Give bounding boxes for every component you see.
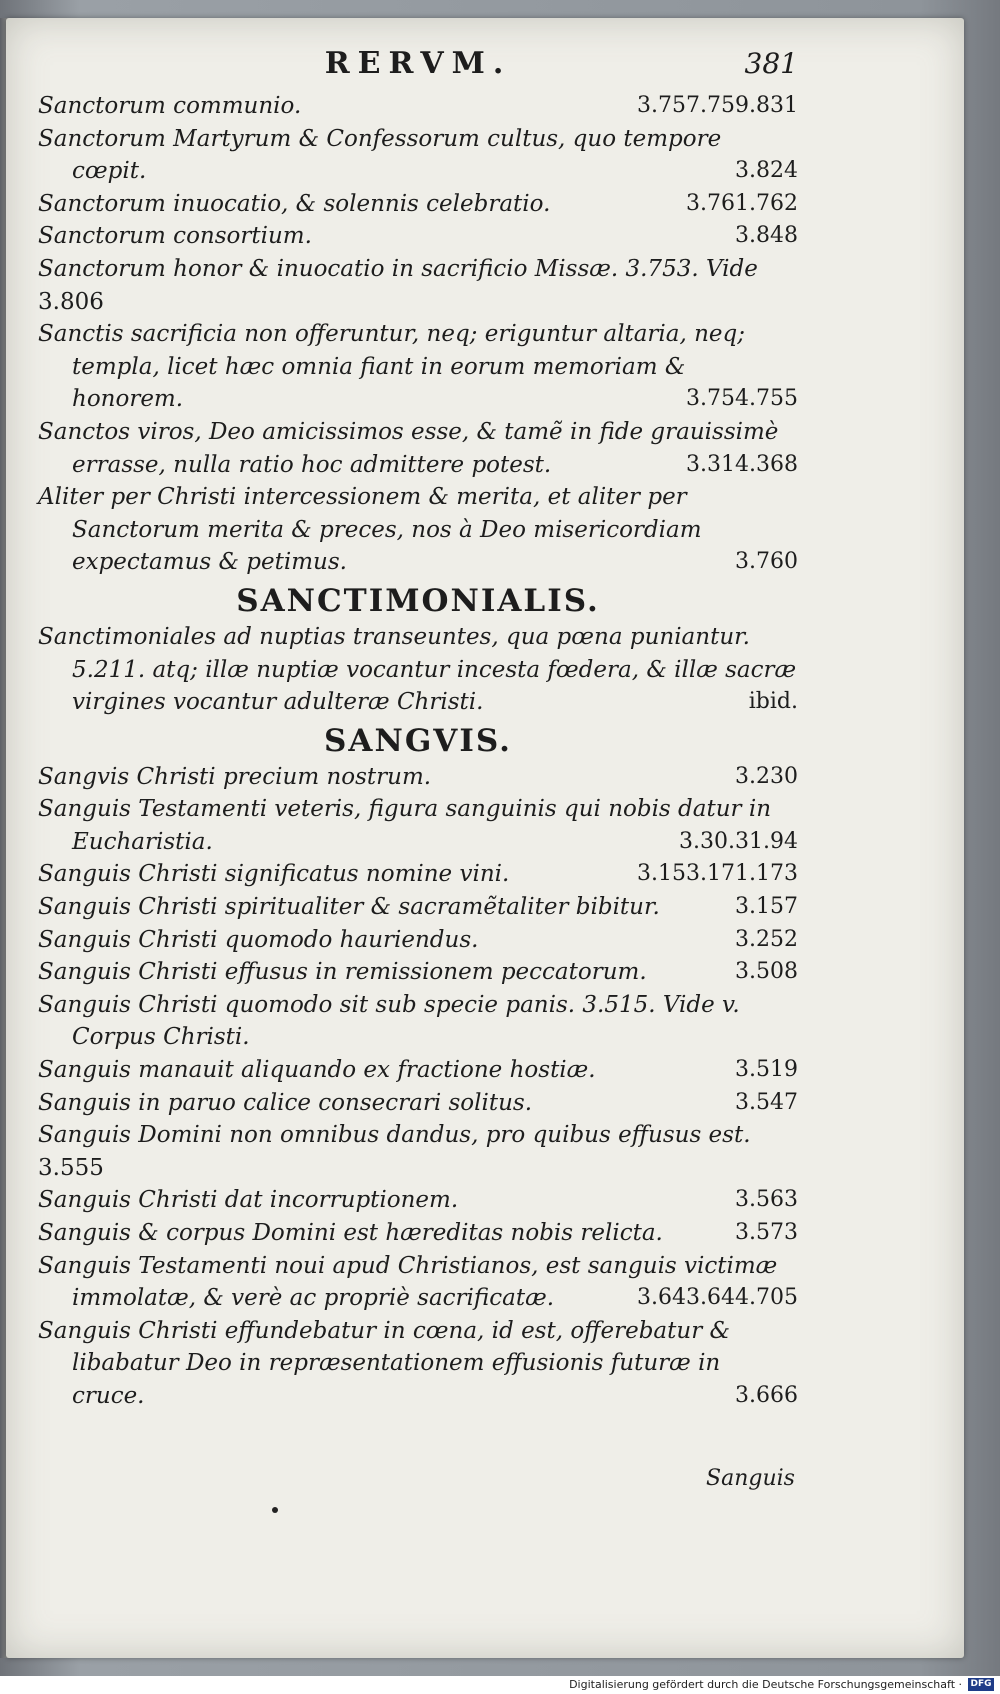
entry-text: Sanctorum consortium. bbox=[38, 223, 312, 250]
entry-text: Sanguis Christi dat incorruptionem. bbox=[38, 1187, 459, 1214]
index-entry bbox=[38, 793, 798, 858]
index-entry bbox=[38, 416, 798, 481]
entry-text: Sanguis Christi effundebatur in cœna, id est, offerebatur & libabatur Deo in repræsentationem effusionis futuræ in cruce. bbox=[38, 1317, 730, 1409]
entry-reference: 3.754.755 bbox=[686, 386, 798, 412]
index-entry bbox=[38, 858, 798, 891]
entry-reference: 3.643.644.705 bbox=[637, 1285, 798, 1311]
entry-reference: ibid. bbox=[748, 689, 798, 715]
entry-reference: 3.848 bbox=[735, 223, 798, 249]
index-entry bbox=[38, 1054, 798, 1087]
entry-reference: 3.230 bbox=[735, 763, 798, 789]
entry-text: Sanguis manauit aliquando ex fractione hostiæ. bbox=[38, 1057, 596, 1084]
entry-text: Sanctimoniales ad nuptias transeuntes, qua pœna puniantur. 5.211. atq; illæ nuptiæ vocantur incesta fœdera, & illæ sacræ virgines vocantur adulteræ Christi. bbox=[38, 623, 797, 716]
running-head: RERVM. bbox=[324, 46, 512, 81]
entry-text: Sanguis Christi significatus nomine vini. bbox=[38, 861, 510, 888]
index-entry bbox=[38, 621, 798, 719]
index-entry bbox=[38, 956, 798, 989]
section-heading: SANCTIMONIALIS. bbox=[236, 582, 600, 619]
entry-reference: 3.153.171.173 bbox=[637, 861, 798, 887]
entry-text: Sanctos viros, Deo amicissimos esse, & tamẽ in fide grauissimè errasse, nulla ratio hoc admittere potest. bbox=[38, 418, 779, 478]
entry-text: Sangvis Christi precium nostrum. bbox=[38, 763, 432, 790]
entry-reference: 3.252 bbox=[735, 926, 798, 952]
entry-reference: 3.573 bbox=[735, 1220, 798, 1245]
entry-reference: 3.157 bbox=[735, 894, 798, 920]
entry-text: Sanctorum honor & inuocatio in sacrificio Missæ. 3.753. Vide bbox=[38, 255, 758, 282]
entry-text: Sanguis & corpus Domini est hæreditas nobis relicta. bbox=[38, 1220, 663, 1246]
entry-reference: 3.555 bbox=[38, 1154, 104, 1181]
index-entry bbox=[38, 891, 798, 924]
footer-credit: Digitalisierung gefördert durch die Deutsche Forschungsgemeinschaft · bbox=[569, 1678, 962, 1691]
entry-text: Sanguis Testamenti noui apud Christianos, est sanguis victimæ immolatæ, & verè ac propriè sacrificatæ. bbox=[38, 1252, 778, 1312]
index-entry bbox=[38, 481, 798, 579]
index-entry bbox=[38, 1217, 798, 1250]
index-entry bbox=[38, 1119, 798, 1184]
printer-mark bbox=[272, 1507, 278, 1513]
index-section bbox=[38, 90, 798, 579]
page-header bbox=[38, 48, 798, 88]
entry-reference: 3.547 bbox=[735, 1089, 798, 1115]
index-entry bbox=[38, 1087, 798, 1120]
index-entry bbox=[38, 318, 798, 416]
entry-reference: 3.760 bbox=[735, 549, 798, 575]
entry-reference: 3.563 bbox=[735, 1187, 798, 1213]
entry-reference: 3.824 bbox=[735, 158, 798, 184]
entry-reference: 3.30.31.94 bbox=[679, 828, 798, 854]
entry-reference: 3.757.759.831 bbox=[637, 93, 798, 118]
entry-text: Sanctis sacrificia non offeruntur, neq; eriguntur altaria, neq; templa, licet hæc omnia fiant in eorum memoriam & honorem. bbox=[38, 321, 746, 413]
entry-text: Sanguis Christi effusus in remissionem peccatorum. bbox=[38, 959, 647, 986]
index-section bbox=[38, 583, 798, 719]
section-heading: SANGVIS. bbox=[324, 722, 512, 759]
entry-text: Sanguis Christi quomodo hauriendus. bbox=[38, 926, 479, 953]
entry-reference: 3.508 bbox=[735, 959, 798, 985]
entry-text: Sanctorum communio. bbox=[38, 93, 302, 119]
entry-reference: 3.666 bbox=[735, 1382, 798, 1408]
page-number: 381 bbox=[744, 47, 798, 80]
dfg-logo: DFG bbox=[968, 1678, 994, 1691]
entry-text: Sanctorum inuocatio, & solennis celebratio. bbox=[38, 190, 551, 217]
entry-text: Sanguis in paruo calice consecrari solitus. bbox=[38, 1089, 533, 1116]
index-entry bbox=[38, 1184, 798, 1217]
entry-reference: 3.806 bbox=[38, 288, 104, 315]
index-entry bbox=[38, 220, 798, 253]
catchword: Sanguis bbox=[706, 1466, 795, 1491]
index-entry bbox=[38, 253, 798, 318]
index-entry bbox=[38, 1315, 798, 1413]
index-entry bbox=[38, 188, 798, 221]
entry-text: Sanguis Testamenti veteris, figura sanguinis qui nobis datur in Eucharistia. bbox=[38, 796, 772, 855]
entry-text: Aliter per Christi intercessionem & merita, et aliter per Sanctorum merita & preces, nos à Deo misericordiam expectamus & petimus. bbox=[38, 484, 702, 576]
entry-text: Sanctorum Martyrum & Confessorum cultus, quo tempore cœpit. bbox=[38, 125, 722, 185]
entry-reference: 3.519 bbox=[735, 1057, 798, 1083]
index-section bbox=[38, 723, 798, 1413]
index-entry bbox=[38, 989, 798, 1054]
entry-reference: 3.314.368 bbox=[686, 451, 798, 477]
index-text-block bbox=[38, 48, 798, 1413]
entry-text: Sanguis Christi spiritualiter & sacramẽtaliter bibitur. bbox=[38, 894, 660, 921]
entry-reference: 3.761.762 bbox=[686, 190, 798, 216]
entry-text: Sanguis Christi quomodo sit sub specie panis. 3.515. Vide v. Corpus Christi. bbox=[38, 991, 740, 1051]
index-entry bbox=[38, 123, 798, 188]
index-entry bbox=[38, 1250, 798, 1315]
entry-text: Sanguis Domini non omnibus dandus, pro quibus effusus est. bbox=[38, 1122, 751, 1149]
index-entry bbox=[38, 761, 798, 794]
index-entry bbox=[38, 90, 798, 123]
index-entry bbox=[38, 924, 798, 957]
